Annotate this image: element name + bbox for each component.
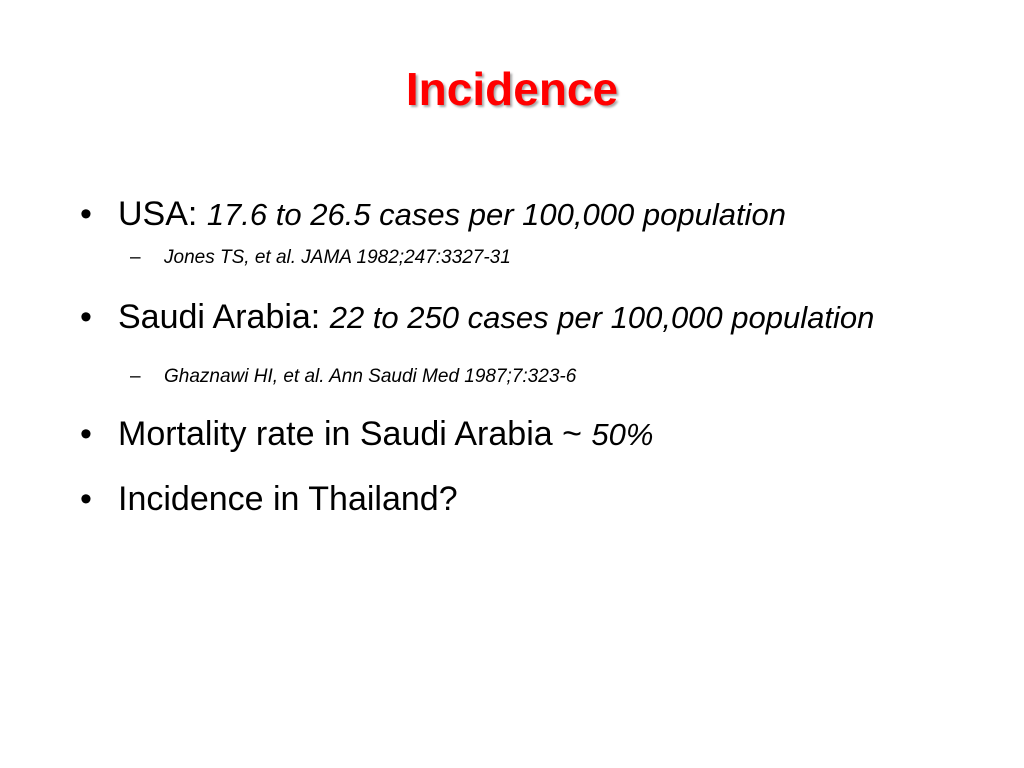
bullet-mortality <box>78 410 958 459</box>
reference-saudi-arabia <box>78 364 958 390</box>
bullet-icon: • <box>80 415 92 453</box>
bullet-thailand <box>78 475 958 523</box>
reference-usa <box>78 245 958 271</box>
bullet-label: Mortality rate in Saudi Arabia ~ <box>118 415 592 453</box>
dash-icon: – <box>130 247 141 268</box>
bullet-saudi-arabia <box>78 293 958 342</box>
bullet-emphasis: 50% <box>591 417 654 452</box>
dash-icon: – <box>130 366 141 387</box>
bullet-usa <box>78 190 958 239</box>
bullet-emphasis: 22 to 250 cases per 100,000 population <box>329 300 875 335</box>
bullet-label: USA: <box>118 195 207 233</box>
bullet-label: Incidence in Thailand? <box>118 480 458 518</box>
slide-title: Incidence <box>405 63 619 115</box>
bullet-icon: • <box>80 195 92 233</box>
bullet-list <box>78 190 958 523</box>
reference-text: Ghaznawi HI, et al. Ann Saudi Med 1987;7:323-6 <box>164 366 577 387</box>
reference-text: Jones TS, et al. JAMA 1982;247:3327-31 <box>164 247 511 268</box>
bullet-icon: • <box>80 480 92 518</box>
bullet-label: Saudi Arabia: <box>118 298 330 336</box>
bullet-emphasis: 17.6 to 26.5 cases per 100,000 population <box>206 197 786 232</box>
bullet-icon: • <box>80 298 92 336</box>
